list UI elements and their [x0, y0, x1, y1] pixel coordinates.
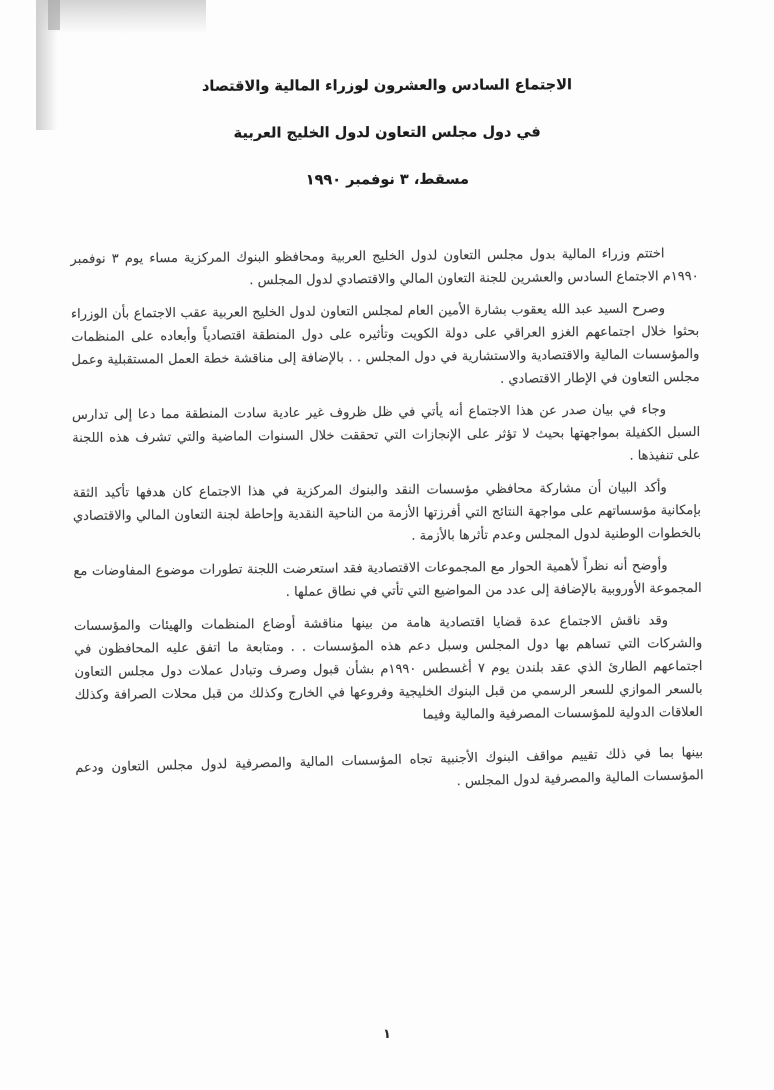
- paragraph-3: وجاء في بيان صدر عن هذا الاجتماع أنه يأتي في ظل ظروف غير عادية سادت المنطقة مما دعا إلى تدارس السبل الكفيلة بمواجهتها بحيث لا تؤثر على الإنجازات التي تحققت خلال السنوات الماضية والتي تشرف هذه اللجنة على تنفيذها .: [71, 402, 701, 464]
- paragraph-2: وصرح السيد عبد الله يعقوب بشارة الأمين العام لمجلس التعاون لدول الخليج العربية عقب الاجتماع بأن الوزراء بحثوا خلال اجتماعهم الغزو العراقي على دولة الكويت وتأثيره على دول المنطقة اقتصادياً وأبعاده على المنظمات والمؤسسات المالية والاقتصادية والاستشارية في دول المجلس . . بالإضافة إلى مناقشة خطة العمل المستقبلية وعمل مجلس التعاون في الإطار الاقتصادي .: [70, 301, 700, 387]
- paragraph-5: وأوضح أنه نظراً لأهمية الحوار مع المجموعات الاقتصادية فقد استعرضت اللجنة تطورات موضوع المفاوضات مع المجموعة الأوروبية بالإضافة إلى عدد من المواضيع التي تأتي في نطاق عملها .: [73, 558, 702, 600]
- document-date-line: مسقط، ٣ نوفمبر ١٩٩٠: [305, 171, 470, 189]
- document-header: [0, 0, 774, 191]
- document-body: [70, 242, 703, 798]
- document-title-line-1: الاجتماع السادس والعشرون لوزراء المالية والاقتصاد: [201, 77, 572, 95]
- closing-paragraph: بينها بما في ذلك تقييم مواقف البنوك الأجنبية تجاه المؤسسات المالية والمصرفية لدول مجلس التعاون ودعم المؤسسات المالية والمصرفية لدول المجلس .: [75, 745, 704, 790]
- page-footer: [0, 1023, 774, 1042]
- page-number: ١: [383, 1027, 391, 1042]
- paragraph-1: اختتم وزراء المالية بدول مجلس التعاون لدول الخليج العربية ومحافظو البنوك المركزية مساء يوم ٣ نوفمبر ١٩٩٠م الاجتماع السادس والعشرين للجنة التعاون المالي والاقتصادي لدول المجلس .: [70, 246, 699, 289]
- paragraph-4: وأكد البيان أن مشاركة محافظي مؤسسات النقد والبنوك المركزية في هذا الاجتماع كان هدفها تأكيد الثقة بإمكانية مؤسساتهم على مواجهة النتائج التي أفرزتها الأزمة من الناحية النقدية وإحاطة لجنة التعاون المالي والاقتصادي بالخطوات الوطنية لدول المجلس وعدم تأثرها بالأزمة .: [72, 480, 702, 544]
- paragraph-6: وقد ناقش الاجتماع عدة قضايا اقتصادية هامة من بينها مناقشة أوضاع المنظمات والهيئات والمؤسسات والشركات التي تساهم بها دول المجلس وسبل دعم هذه المؤسسات . . ومتابعة ما اتفق عليه المحافظون في اجتماعهم الطارئ الذي عقد بلندن يوم ٧ أغسطس ١٩٩٠م بشأن قبول وصرف وتبادل عملات دول مجلس التعاون بالسعر الموازي للسعر الرسمي من قبل البنوك الخليجية وفروعها في الخارج وكذلك من قبل محلات الصرافة وكذلك العلاقات الدولية للمؤسسات المصرفية والمالية وفيما: [73, 613, 703, 723]
- document-title-line-2: في دول مجلس التعاون لدول الخليج العربية: [233, 124, 541, 142]
